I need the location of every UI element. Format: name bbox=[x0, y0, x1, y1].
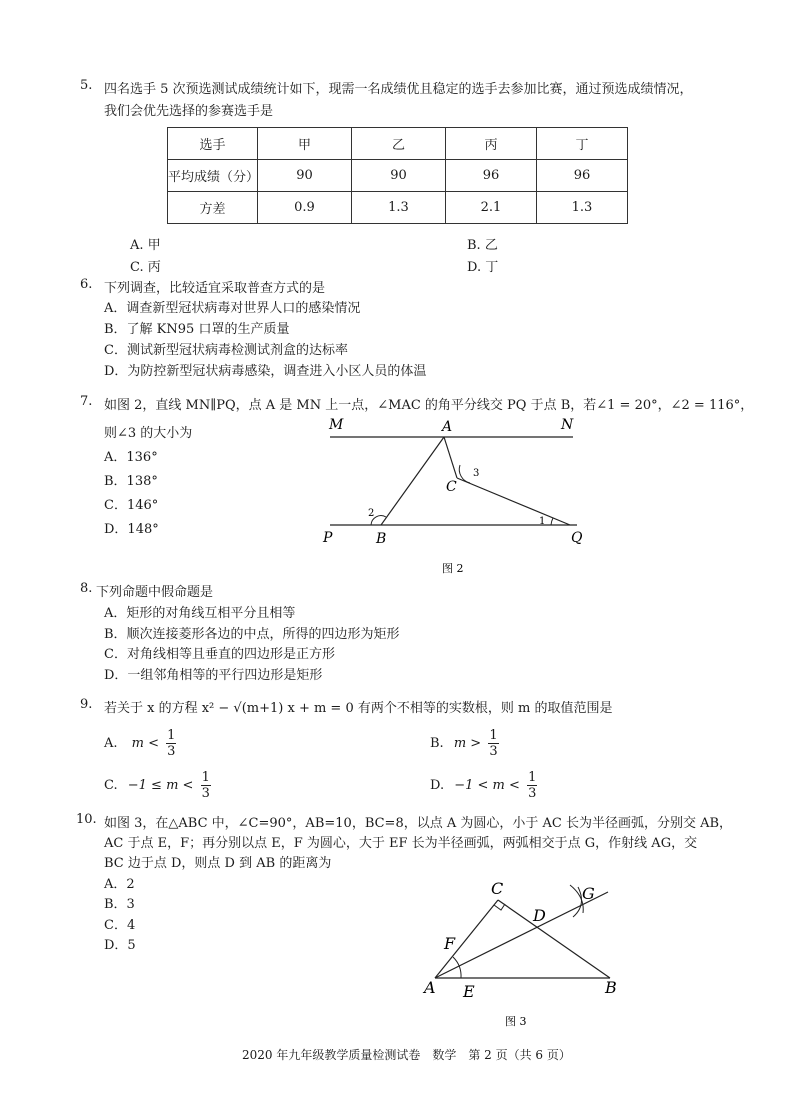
table-header-cell: 乙 bbox=[352, 128, 446, 160]
q9-option-c bbox=[104, 770, 211, 801]
angle-1-arc bbox=[551, 518, 553, 525]
table-row bbox=[168, 160, 628, 192]
table-header-cell: 丙 bbox=[446, 128, 537, 160]
q9-option-a-label: A. bbox=[104, 736, 118, 751]
table-header-row bbox=[168, 128, 628, 160]
label-angle-2: 2 bbox=[368, 508, 375, 519]
q6-option-a: A．调查新型冠状病毒对世界人口的感染情况 bbox=[104, 301, 361, 316]
table-row bbox=[168, 192, 628, 224]
table-header-cell: 甲 bbox=[258, 128, 352, 160]
label-angle-3: 3 bbox=[473, 468, 480, 479]
q5-stem-line1: 四名选手 5 次预选测试成绩统计如下，现需一名成绩优且稳定的选手去参加比赛，通过预选成绩情况， bbox=[104, 82, 693, 97]
label-a: A bbox=[442, 419, 453, 435]
label-p: P bbox=[323, 530, 333, 546]
table-cell: 96 bbox=[446, 160, 537, 192]
table-cell: 90 bbox=[258, 160, 352, 192]
q7-option-d: D．148° bbox=[104, 522, 159, 537]
table-cell: 1.3 bbox=[537, 192, 628, 224]
label-c: C bbox=[491, 879, 504, 898]
figure-3-diagram bbox=[415, 875, 635, 1035]
q5-option-d: D. 丁 bbox=[467, 260, 499, 275]
q9-option-d-expr: −1 < m < bbox=[454, 778, 520, 793]
fraction-numerator: 1 bbox=[167, 728, 176, 743]
q9-option-d-label: D. bbox=[430, 778, 445, 793]
q9-option-b bbox=[430, 728, 499, 759]
q10-stem-line3: BC 边于点 D，则点 D 到 AB 的距离为 bbox=[104, 856, 332, 871]
q9-option-a-expr: m < bbox=[131, 736, 160, 751]
q5-number: 5. bbox=[80, 78, 93, 93]
q9-option-c-expr: −1 ≤ m < bbox=[127, 778, 194, 793]
table-header-cell: 丁 bbox=[537, 128, 628, 160]
angle-3-arc bbox=[459, 465, 470, 483]
q6-number: 6. bbox=[80, 277, 93, 292]
label-b: B bbox=[605, 978, 617, 997]
label-a: A bbox=[424, 978, 436, 997]
label-b: B bbox=[376, 531, 387, 547]
table-cell: 平均成绩（分） bbox=[168, 160, 258, 192]
q7-number: 7. bbox=[80, 394, 93, 409]
q9-option-b-label: B. bbox=[430, 736, 444, 751]
q9-number: 9. bbox=[80, 697, 93, 712]
q5-option-a: A. 甲 bbox=[130, 238, 161, 253]
q9-option-c-label: C. bbox=[104, 778, 118, 793]
fraction-denominator: 3 bbox=[489, 744, 498, 759]
fraction-denominator: 3 bbox=[528, 786, 537, 801]
q8-option-a: A．矩形的对角线互相平分且相等 bbox=[104, 606, 296, 621]
ray-ag bbox=[435, 892, 608, 978]
fraction bbox=[527, 770, 537, 801]
table-cell: 1.3 bbox=[352, 192, 446, 224]
q7-stem-line2: 则∠3 的大小为 bbox=[104, 426, 193, 441]
label-m: M bbox=[329, 417, 344, 433]
segment-ac bbox=[444, 437, 457, 478]
q6-option-c: C．测试新型冠状病毒检测试剂盒的达标率 bbox=[104, 343, 348, 358]
table-cell: 0.9 bbox=[258, 192, 352, 224]
q6-option-d: D．为防控新型冠状病毒感染，调查进入小区人员的体温 bbox=[104, 364, 427, 379]
right-angle-mark bbox=[494, 904, 505, 910]
q9-option-b-expr: m > bbox=[453, 736, 482, 751]
q9-option-a bbox=[104, 728, 176, 759]
fraction bbox=[201, 770, 211, 801]
q5-option-b: B. 乙 bbox=[467, 238, 498, 253]
fraction-denominator: 3 bbox=[201, 786, 210, 801]
score-table bbox=[167, 127, 628, 224]
label-d: D bbox=[533, 906, 546, 925]
q8-stem: 下列命题中假命题是 bbox=[96, 585, 214, 600]
q10-stem-line1: 如图 3，在△ABC 中，∠C=90°，AB=10，BC=8，以点 A 为圆心，小于 AC 长为半径画弧，分别交 AB， bbox=[104, 816, 733, 831]
q5-stem-line2: 我们会优先选择的参赛选手是 bbox=[104, 104, 274, 119]
q10-stem-line2: AC 于点 E，F；再分别以点 E，F 为圆心，大于 EF 长为半径画弧，两弧相交于点 G，作射线 AG，交 bbox=[104, 836, 698, 851]
label-f: F bbox=[444, 934, 456, 953]
fraction bbox=[166, 728, 176, 759]
q10-option-d: D．5 bbox=[104, 938, 136, 953]
q6-option-b: B．了解 KN95 口罩的生产质量 bbox=[104, 322, 290, 337]
segment-ab bbox=[381, 437, 444, 525]
table-cell: 2.1 bbox=[446, 192, 537, 224]
fraction-numerator: 1 bbox=[528, 770, 537, 785]
label-c: C bbox=[446, 479, 457, 495]
q8-option-d: D．一组邻角相等的平行四边形是矩形 bbox=[104, 668, 323, 683]
q8-number: 8. bbox=[80, 581, 93, 596]
label-angle-1: 1 bbox=[539, 516, 546, 527]
table-cell: 96 bbox=[537, 160, 628, 192]
figure-3-caption: 图 3 bbox=[505, 1015, 527, 1028]
q8-option-b: B．顺次连接菱形各边的中点，所得的四边形为矩形 bbox=[104, 627, 400, 642]
q10-option-c: C．4 bbox=[104, 918, 136, 933]
segment-cq bbox=[457, 478, 570, 525]
figure-2-caption: 图 2 bbox=[442, 562, 464, 575]
q9-stem: 若关于 x 的方程 x² − √(m+1) x + m = 0 有两个不相等的实数根，则 m 的取值范围是 bbox=[104, 701, 613, 716]
table-header-cell: 选手 bbox=[168, 128, 258, 160]
table-cell: 90 bbox=[352, 160, 446, 192]
label-e: E bbox=[463, 982, 475, 1001]
q7-option-c: C．146° bbox=[104, 498, 159, 513]
fraction-numerator: 1 bbox=[489, 728, 498, 743]
q10-option-b: B．3 bbox=[104, 897, 135, 912]
q5-option-c: C. 丙 bbox=[130, 260, 161, 275]
q10-option-a: A．2 bbox=[104, 877, 135, 892]
q6-stem: 下列调查，比较适宜采取普查方式的是 bbox=[104, 281, 326, 296]
q10-number: 10. bbox=[76, 812, 97, 827]
label-n: N bbox=[561, 417, 574, 433]
label-g: G bbox=[582, 884, 595, 903]
table-cell: 方差 bbox=[168, 192, 258, 224]
page-footer: 2020 年九年级教学质量检测试卷 数学 第 2 页（共 6 页） bbox=[242, 1048, 571, 1062]
q7-option-b: B．138° bbox=[104, 474, 158, 489]
fraction bbox=[488, 728, 498, 759]
figure-2-diagram bbox=[315, 410, 605, 580]
fraction-numerator: 1 bbox=[201, 770, 210, 785]
label-q: Q bbox=[571, 530, 583, 546]
q7-option-a: A．136° bbox=[104, 450, 158, 465]
q7-stem: 如图 2，直线 MN∥PQ，点 A 是 MN 上一点，∠MAC 的角平分线交 PQ 于点 B，若∠1 = 20°，∠2 = 116°， bbox=[104, 398, 754, 413]
q9-option-d bbox=[430, 770, 537, 801]
q8-option-c: C．对角线相等且垂直的四边形是正方形 bbox=[104, 647, 335, 662]
fraction-denominator: 3 bbox=[167, 744, 176, 759]
